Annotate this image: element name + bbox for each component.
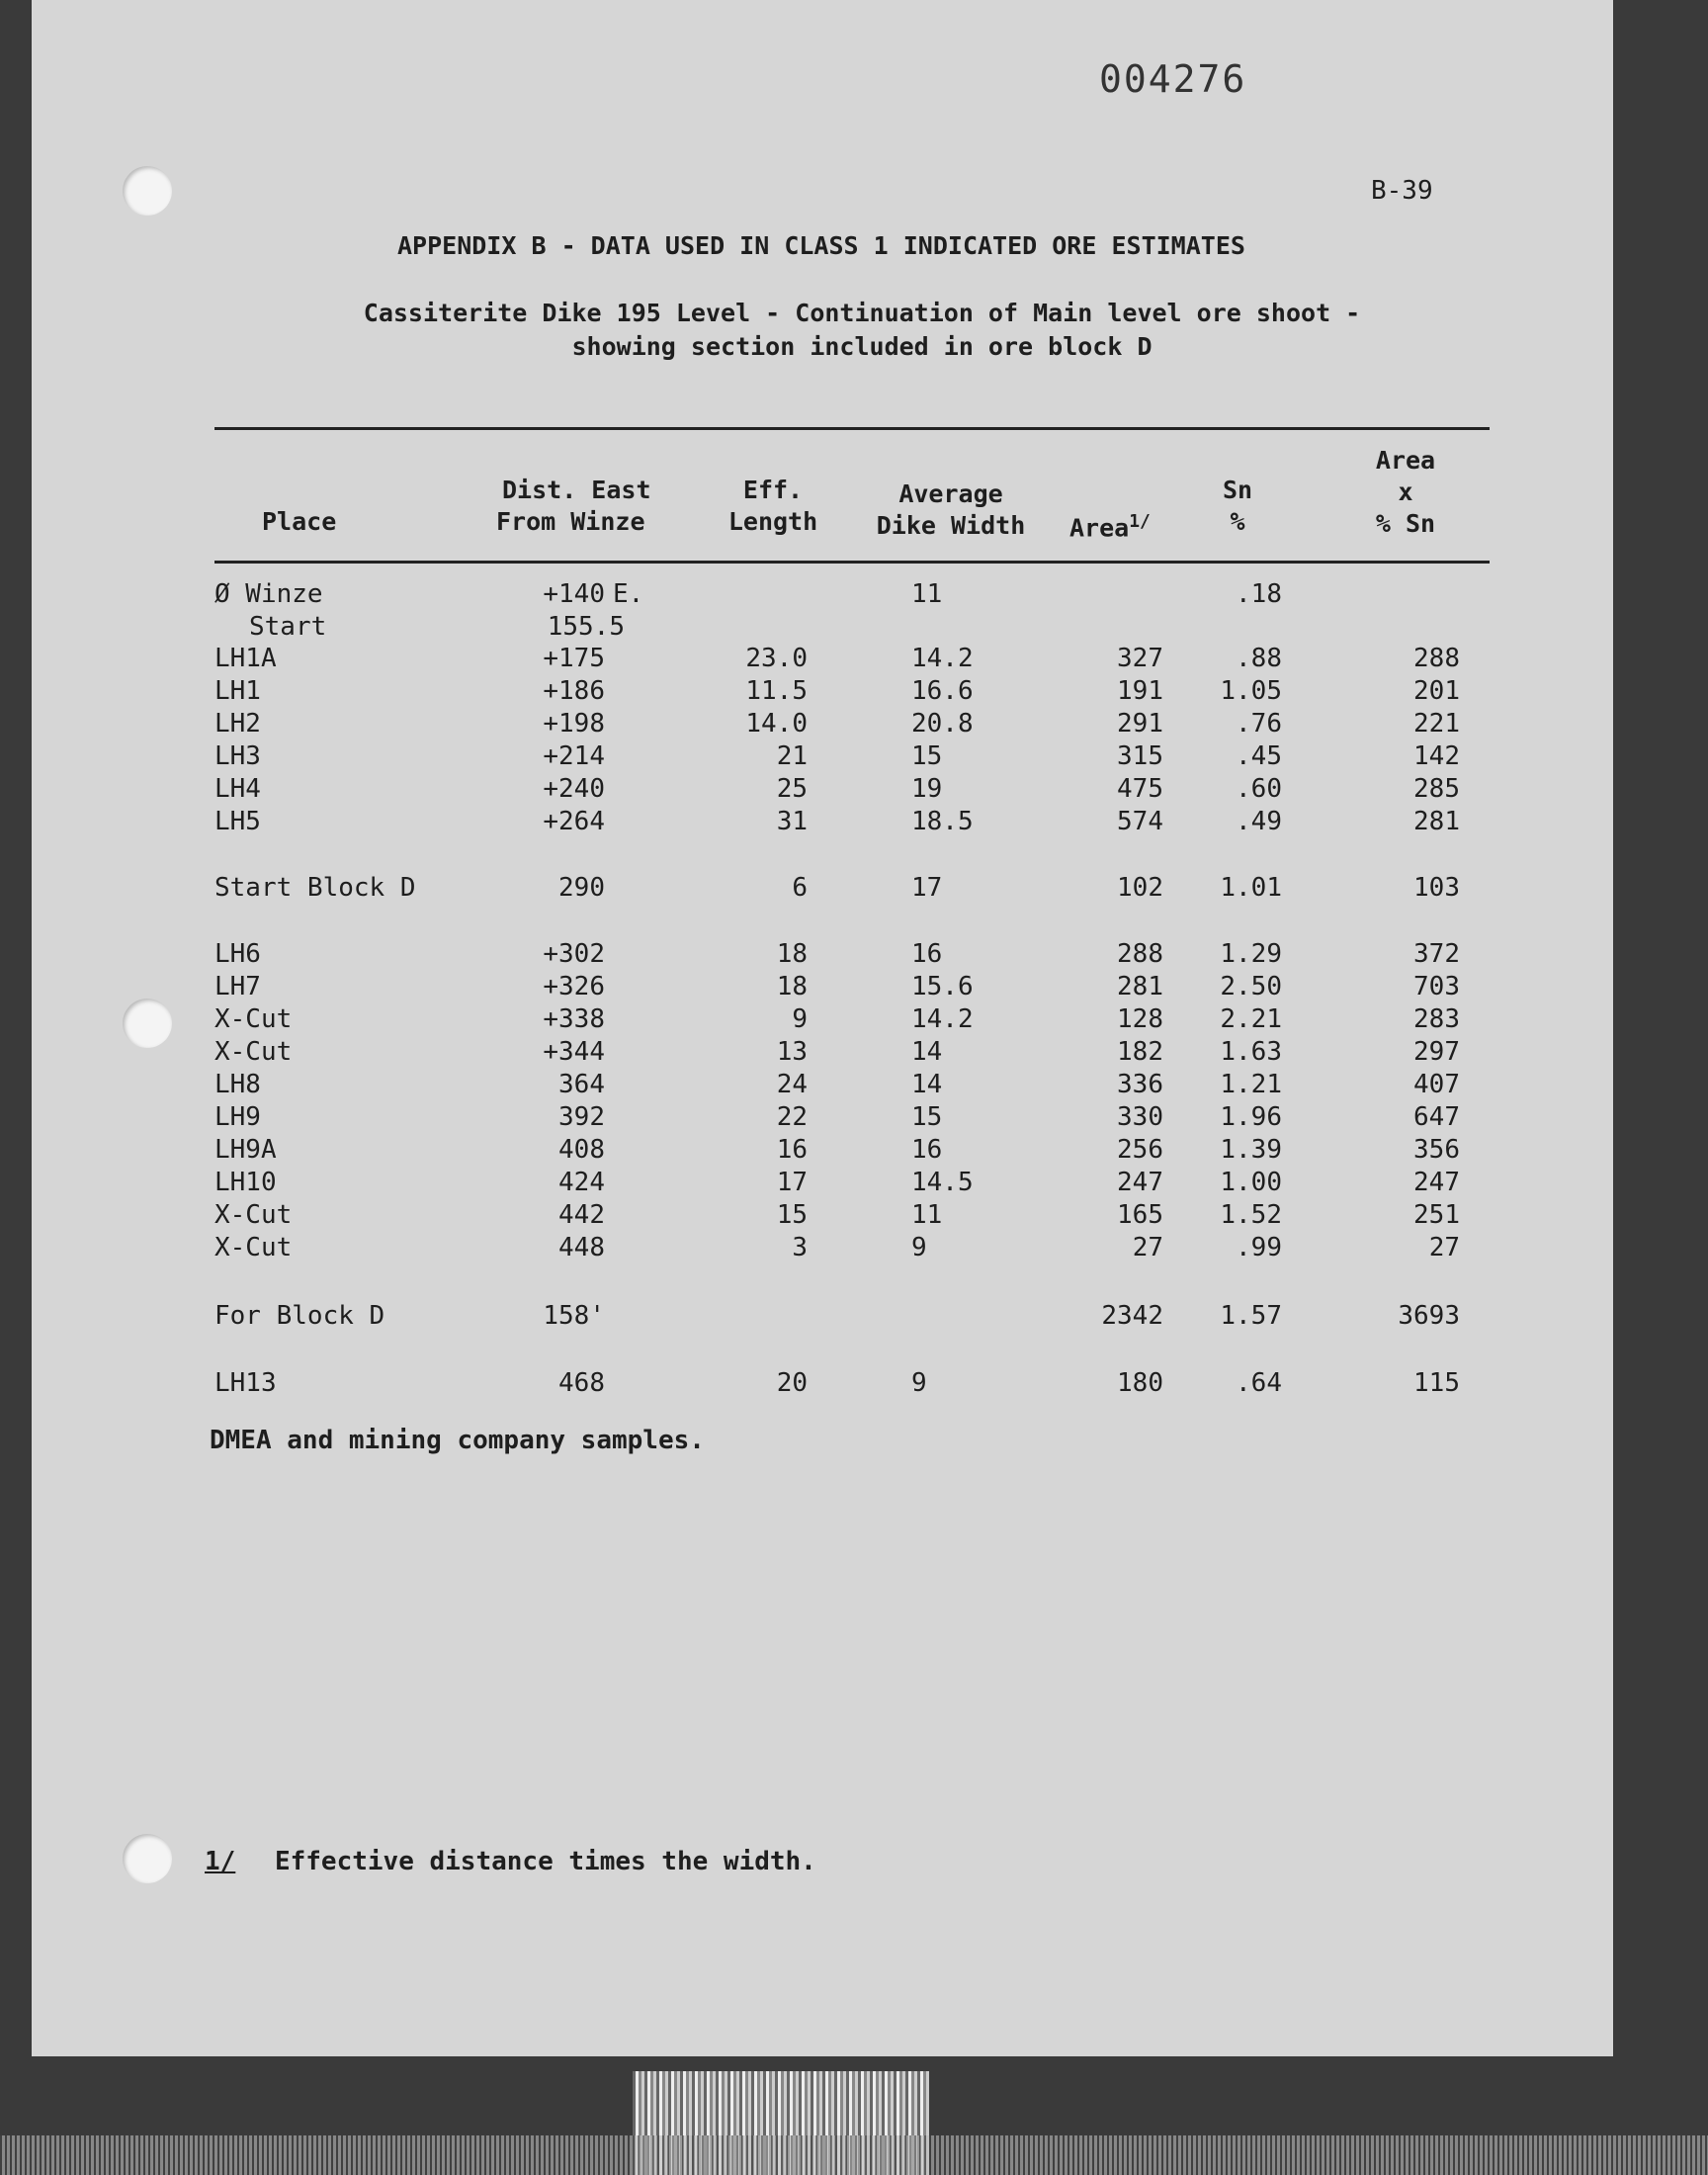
serial-number: 004276 [1099, 57, 1247, 101]
cell-area-sn: 103 [1413, 873, 1460, 903]
cell-sn: .88 [1236, 644, 1282, 673]
cell-eff: 6 [792, 873, 808, 903]
cell-width: 15.6 [911, 972, 974, 1001]
cell-eff: 11.5 [745, 676, 808, 706]
cell-area-sn: 372 [1413, 939, 1460, 969]
cell-area: 281 [1117, 972, 1163, 1001]
cell-width: 16.6 [911, 676, 974, 706]
cell-sn: 2.21 [1220, 1004, 1282, 1034]
cell-eff: 22 [776, 1102, 808, 1132]
cell-eff: 18 [776, 972, 808, 1001]
cell-dist: 158' [543, 1301, 605, 1331]
header-dist: Dist. East From Winze [496, 476, 651, 536]
cell-width: 14.2 [911, 644, 974, 673]
cell-place: LH7 [214, 972, 261, 1001]
cell-eff: 31 [776, 807, 808, 836]
cell-width: 14 [911, 1070, 943, 1099]
table-top-rule [214, 427, 1490, 430]
cell-area: 102 [1117, 873, 1163, 903]
cell-dist: +214 [543, 741, 605, 771]
footnote-mark: 1/ [205, 1847, 236, 1876]
punch-hole [123, 999, 172, 1048]
header-area-x-sn: Area x % Sn [1375, 446, 1436, 538]
cell-area-sn: 281 [1413, 807, 1460, 836]
cell-dist: +302 [543, 939, 605, 969]
header-avg-width: Average Dike Width [876, 479, 1026, 540]
table-header-rule [214, 561, 1490, 564]
cell-dist: 290 [558, 873, 605, 903]
cell-dist: +344 [543, 1037, 605, 1067]
subtitle [269, 297, 1455, 364]
cell-width: 20.8 [911, 709, 974, 739]
punch-hole [123, 1834, 172, 1883]
cell-area: 182 [1117, 1037, 1163, 1067]
cell-width: 11 [911, 579, 943, 609]
cell-area-sn: 142 [1413, 741, 1460, 771]
cell-dist: 364 [558, 1070, 605, 1099]
cell-area: 330 [1117, 1102, 1163, 1132]
cell-place: Start Block D [214, 873, 416, 903]
cell-width: 16 [911, 1135, 943, 1165]
source-note: DMEA and mining company samples. [210, 1426, 705, 1455]
cell-eff: 24 [776, 1070, 808, 1099]
cell-area-sn: 647 [1413, 1102, 1460, 1132]
cell-sn: 1.39 [1220, 1135, 1282, 1165]
scan-edge [0, 2135, 1708, 2175]
cell-area: 191 [1117, 676, 1163, 706]
cell-sn: 1.21 [1220, 1070, 1282, 1099]
cell-sn: 1.52 [1220, 1200, 1282, 1230]
cell-area: 180 [1117, 1368, 1163, 1398]
cell-dist: 468 [558, 1368, 605, 1398]
cell-width: 17 [911, 873, 943, 903]
cell-place: LH5 [214, 807, 261, 836]
cell-place: LH1 [214, 676, 261, 706]
cell-width: 18.5 [911, 807, 974, 836]
cell-dist: +198 [543, 709, 605, 739]
cell-area-sn: 288 [1413, 644, 1460, 673]
cell-dist: +326 [543, 972, 605, 1001]
cell-sn: 1.63 [1220, 1037, 1282, 1067]
cell-place: LH4 [214, 774, 261, 804]
cell-area-sn: 247 [1413, 1168, 1460, 1197]
cell-area: 336 [1117, 1070, 1163, 1099]
cell-dir: E. [613, 579, 644, 609]
cell-area-sn: 115 [1413, 1368, 1460, 1398]
cell-place: LH3 [214, 741, 261, 771]
cell-place: LH10 [214, 1168, 277, 1197]
cell-eff: 18 [776, 939, 808, 969]
cell-sn: .99 [1236, 1233, 1282, 1262]
cell-place: Ø Winze [214, 579, 323, 609]
cell-dist: 408 [558, 1135, 605, 1165]
cell-dist: +175 [543, 644, 605, 673]
cell-place: Start [249, 612, 327, 642]
punch-hole [123, 166, 172, 216]
page-number: B-39 [1371, 176, 1433, 206]
cell-area: 288 [1117, 939, 1163, 969]
cell-sn: .60 [1236, 774, 1282, 804]
header-sn: Sn % [1222, 476, 1253, 536]
footnote [205, 1847, 816, 1876]
cell-width: 15 [911, 741, 943, 771]
cell-area-sn: 297 [1413, 1037, 1460, 1067]
cell-width: 14 [911, 1037, 943, 1067]
cell-area-sn: 703 [1413, 972, 1460, 1001]
cell-dist: 448 [558, 1233, 605, 1262]
cell-eff: 15 [776, 1200, 808, 1230]
cell-eff: 16 [776, 1135, 808, 1165]
cell-dist: +186 [543, 676, 605, 706]
cell-place: LH8 [214, 1070, 261, 1099]
cell-dist: 442 [558, 1200, 605, 1230]
cell-eff: 3 [792, 1233, 808, 1262]
cell-eff: 17 [776, 1168, 808, 1197]
cell-dist: 392 [558, 1102, 605, 1132]
cell-dist: 424 [558, 1168, 605, 1197]
cell-sn: .18 [1236, 579, 1282, 609]
header-eff-length: Eff. Length [727, 476, 818, 536]
cell-area: 574 [1117, 807, 1163, 836]
page-title: APPENDIX B - DATA USED IN CLASS 1 INDICATED ORE ESTIMATES [397, 231, 1245, 260]
cell-area: 2342 [1101, 1301, 1163, 1331]
cell-area: 128 [1117, 1004, 1163, 1034]
cell-width: 9 [911, 1368, 927, 1398]
cell-dist: +264 [543, 807, 605, 836]
footnote-text: Effective distance times the width. [274, 1847, 816, 1876]
subtitle-line: showing section included in ore block D [571, 332, 1153, 361]
cell-place: LH6 [214, 939, 261, 969]
header-area: Area$^{1/}$ [1069, 511, 1151, 543]
cell-area-sn: 407 [1413, 1070, 1460, 1099]
document-page [32, 0, 1613, 2056]
cell-place: X-Cut [214, 1200, 293, 1230]
cell-sn: 1.57 [1220, 1301, 1282, 1331]
cell-eff: 23.0 [745, 644, 808, 673]
cell-area: 247 [1117, 1168, 1163, 1197]
cell-area-sn: 251 [1413, 1200, 1460, 1230]
cell-width: 19 [911, 774, 943, 804]
cell-place: LH1A [214, 644, 277, 673]
cell-area: 475 [1117, 774, 1163, 804]
header-place: Place [262, 507, 337, 536]
cell-area: 315 [1117, 741, 1163, 771]
cell-place: LH9 [214, 1102, 261, 1132]
cell-area-sn: 283 [1413, 1004, 1460, 1034]
cell-eff: 25 [776, 774, 808, 804]
cell-area: 327 [1117, 644, 1163, 673]
cell-sn: 1.05 [1220, 676, 1282, 706]
cell-sn: .49 [1236, 807, 1282, 836]
cell-place: X-Cut [214, 1004, 293, 1034]
cell-area-sn: 27 [1428, 1233, 1460, 1262]
cell-eff: 13 [776, 1037, 808, 1067]
cell-place: LH2 [214, 709, 261, 739]
cell-place: For Block D [214, 1301, 385, 1331]
cell-dist: 155.5 [547, 612, 625, 642]
cell-place: LH13 [214, 1368, 277, 1398]
cell-sn: 2.50 [1220, 972, 1282, 1001]
cell-eff: 9 [792, 1004, 808, 1034]
cell-place: LH9A [214, 1135, 277, 1165]
cell-area: 27 [1132, 1233, 1163, 1262]
subtitle-line: Cassiterite Dike 195 Level - Continuation of Main level ore shoot - [363, 299, 1361, 327]
cell-place: X-Cut [214, 1233, 293, 1262]
cell-sn: .45 [1236, 741, 1282, 771]
cell-dist: +140 [543, 579, 605, 609]
cell-area-sn: 3693 [1398, 1301, 1460, 1331]
cell-eff: 21 [776, 741, 808, 771]
cell-place: X-Cut [214, 1037, 293, 1067]
cell-area-sn: 201 [1413, 676, 1460, 706]
cell-width: 14.2 [911, 1004, 974, 1034]
cell-dist: +338 [543, 1004, 605, 1034]
cell-sn: 1.00 [1220, 1168, 1282, 1197]
cell-area: 256 [1117, 1135, 1163, 1165]
cell-width: 16 [911, 939, 943, 969]
cell-sn: 1.96 [1220, 1102, 1282, 1132]
cell-width: 15 [911, 1102, 943, 1132]
cell-area: 165 [1117, 1200, 1163, 1230]
cell-area-sn: 356 [1413, 1135, 1460, 1165]
cell-width: 14.5 [911, 1168, 974, 1197]
cell-eff: 14.0 [745, 709, 808, 739]
cell-area: 291 [1117, 709, 1163, 739]
cell-eff: 20 [776, 1368, 808, 1398]
cell-area-sn: 221 [1413, 709, 1460, 739]
cell-sn: 1.29 [1220, 939, 1282, 969]
cell-area-sn: 285 [1413, 774, 1460, 804]
footnote-ref: 1/ [1129, 511, 1151, 532]
cell-dist: +240 [543, 774, 605, 804]
cell-width: 9 [911, 1233, 927, 1262]
cell-width: 11 [911, 1200, 943, 1230]
cell-sn: .64 [1236, 1368, 1282, 1398]
cell-sn: 1.01 [1220, 873, 1282, 903]
cell-sn: .76 [1236, 709, 1282, 739]
